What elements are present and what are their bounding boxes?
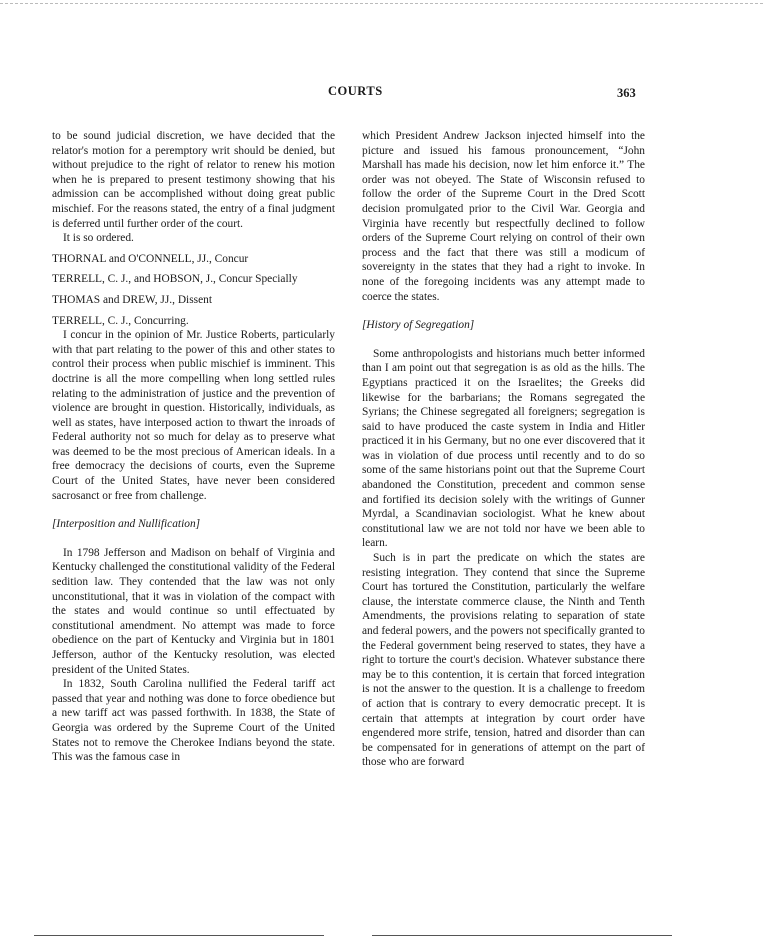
page-header <box>0 84 763 104</box>
paragraph: It is so ordered. <box>63 232 134 245</box>
left-column <box>52 129 335 765</box>
footer-rule <box>372 935 672 936</box>
right-column <box>362 129 645 770</box>
vote-line: THOMAS and DREW, JJ., Dissent <box>52 293 213 306</box>
paragraph: In 1832, South Carolina nullified the Federal tariff act passed that year and nothing was done to force obedience but a new tariff act was passed forthwith. In 1838, the State of Georgia was ordered by the Supreme Court of the United States not to remove the Cherokee Indians beyond the state. This was the famous case in <box>52 678 335 764</box>
section-heading: [Interposition and Nullification] <box>52 518 201 531</box>
concurring-opinion-head: TERRELL, C. J., Concurring. <box>52 314 189 327</box>
section-heading: [History of Segregation] <box>362 319 475 332</box>
page-number: 363 <box>617 86 636 100</box>
footer-rule <box>34 935 324 936</box>
top-dashed-rule <box>0 3 763 4</box>
paragraph: which President Andrew Jackson injected himself into the picture and issued his famous pronouncement, “John Marshall has made his decision, now let him enforce it.” The order was not obeyed. The State of Wisconsin refused to follow the order of the Supreme Court in the Dred Scott decision promulgated prior to the Civil War. Georgia and Virginia have recently but respectfully declined to follow orders of the Supreme Court relying on control of their own process and the fact that there was still a modicum of sovereignty in the states that they had a right to invoke. In none of the foregoing incidents was any attempt made to coerce the states. <box>362 130 645 303</box>
paragraph: Some anthropologists and historians much better informed than I am point out that segregation is as old as the hills. The Egyptians practiced it on the Israelites; the Greeks did likewise for the barbarians; the Romans segregated the Syrians; the Chinese segregated all foreigners; segregation is said to have produced the caste system in India and Hitler practiced it in his Germany, but no one ever discovered that it was in violation of due process until recently and to do so some of the same historians point out that the Supreme Court abandoned the Constitution, precedent and common sense and fortified its decision solely with the writings of Gunner Myrdal, a Scandinavian sociologist. What he knew about constitutional law we are not told nor have we been able to learn. <box>362 347 645 550</box>
paragraph: to be sound judicial discretion, we have decided that the relator's motion for a peremptory writ should be denied, but without prejudice to the right of relator to renew his motion when he is prepared to present testimony showing that his admission can be accomplished without doing great public mischief. For the reasons stated, the entry of a final judgment is deferred until further order of the court. <box>52 130 335 230</box>
paragraph: In 1798 Jefferson and Madison on behalf of Virginia and Kentucky challenged the constitutional validity of the Federal sedition law. They contended that the law was not only unconstitutional, that it was in violation of the compact with the states and would continue so until effectuated by constitutional amendment. No attempt was made to force obedience on the part of Kentucky and Virginia but in 1801 Jefferson, author of the Kentucky resolution, was elected president of the United States. <box>52 546 335 676</box>
paragraph: Such is in part the predicate on which the states are resisting integration. They contend that since the Supreme Court has tortured the Constitution, particularly the welfare clause, the interstate commerce clause, the Ninth and Tenth Amendments, the provisions relating to separation of state and federal powers, and the powers not specifically granted to the Federal government being reserved to states, they have a right to torture the court's decision. Whatever substance there may be to this contention, it is certain that forced integration is not the answer to the question. It is a challenge to freedom of action that is contrary to every democratic precept. It is certain that attempts at integration by court order have engendered more strife, tension, hatred and disorder than can be compensated for in generations of attempt on the part of those who are forward <box>362 552 645 769</box>
paragraph: I concur in the opinion of Mr. Justice Roberts, particularly with that part relating to the power of this and other states to control their process when public mischief is imminent. This doctrine is all the more compelling when long settled rules relating to the administration of justice and the prevention of violence are brought in question. Historically, individuals, as well as states, have interposed action to thwart the inroads of Federal authority not so much for delay as to preserve what was deemed to be the most precious of American ideals. In a free democracy the decisions of courts, even the Supreme Court of the United States, have never been considered sacrosanct or free from challenge. <box>52 329 335 502</box>
vote-line: THORNAL and O'CONNELL, JJ., Concur <box>52 252 249 265</box>
running-head: COURTS <box>328 84 383 98</box>
vote-line: TERRELL, C. J., and HOBSON, J., Concur Specially <box>52 273 298 286</box>
